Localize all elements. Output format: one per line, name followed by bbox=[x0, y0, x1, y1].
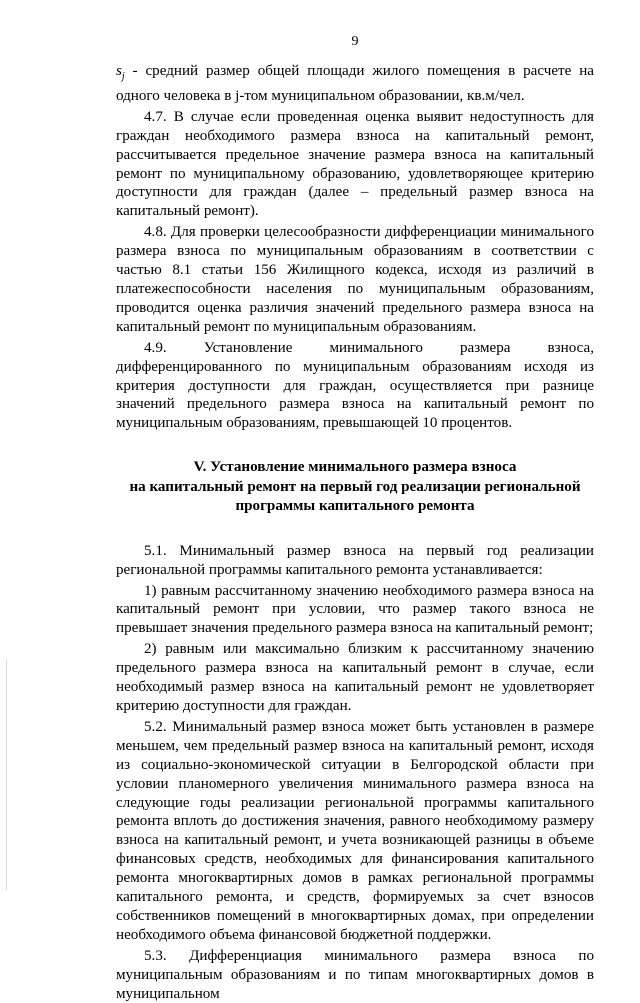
paragraph-4-8: 4.8. Для проверки целесообразности дифференциации минимального размера взноса по муниципальным образованиям в соответствии с частью 8.1 статьи 156 Жилищного кодекса, исходя из различий в платежеспособности населения по муниципальным образованиям, проводится оценка различия значений предельного размера взноса на капитальный ремонт по муниципальным образованиям. bbox=[116, 224, 594, 335]
paragraph-4-7: 4.7. В случае если проведенная оценка выявит недоступность для граждан необходимого размера взноса на капитальный ремонт, рассчитывается предельное значение размера взноса на капитальный ремонт по муниципальному образованию, удовлетворяющее критерию доступности для граждан (далее – предельный размер взноса на капитальный ремонт). bbox=[116, 108, 594, 220]
paragraph-5-1: 5.1. Минимальный размер взноса на первый год реализации региональной программы капитального ремонта устанавливается: bbox=[116, 542, 594, 578]
intro-paragraph bbox=[116, 62, 594, 106]
symbol-s: s bbox=[116, 63, 122, 79]
page-number: 9 bbox=[351, 34, 359, 49]
section-heading-line-2: на капитальный ремонт на первый год реализации региональной bbox=[129, 478, 581, 495]
paragraph-5-1-item-1: 1) равным рассчитанному значению необходимого размера взноса на капитальный ремонт при условии, что размер такого взноса не превышает значения предельного размера взноса на капитальный ремонт; bbox=[116, 582, 594, 637]
section-heading-line-1: V. Установление минимального размера взноса bbox=[193, 459, 517, 476]
symbol-subscript-j: j bbox=[121, 71, 125, 83]
section-heading-line-3: программы капитального ремонта bbox=[235, 498, 475, 515]
paragraph-4-9: 4.9. Установление минимального размера взноса, дифференцированного по муниципальным образованиям исходя из критерия доступности для граждан, осуществляется при разнице значений предельного размера взноса на капитальный ремонт по муниципальным образованиям, превышающей 10 процентов. bbox=[116, 339, 594, 432]
section-heading bbox=[116, 458, 594, 517]
paragraph-5-1-item-2: 2) равным или максимально близким к рассчитанному значению предельного размера взноса на капитальный ремонт в случае, если необходимый размер взноса на капитальный ремонт не удовлетворяет критерию доступности для граждан. bbox=[116, 641, 594, 714]
paragraph-5-2: 5.2. Минимальный размер взноса может быть установлен в размере меньшем, чем предельный размер взноса на капитальный ремонт, исходя из социально-экономической ситуации в Белгородской области при условии планомерного увеличения минимального размера взноса на следующие годы реализации региональной программы капитального ремонта вплоть до достижения значения, равного необходимому размеру взноса на капитальный ремонт, и учета возникающей разницы в объеме финансовых средств, необходимых для финансирования капитального ремонта многоквартирных домов в рамках региональной программы капитального ремонта, и средств, формируемых за счет взносов собственников помещений в многоквартирных домах, при определении необходимого объема финансовой бюджетной поддержки. bbox=[116, 718, 594, 943]
scan-margin-line bbox=[6, 660, 7, 890]
paragraph-5-3: 5.3. Дифференциация минимального размера взноса по муниципальным образованиям и по типам многоквартирных домов в муниципальном bbox=[116, 947, 594, 1002]
intro-text: - средний размер общей площади жилого помещения в расчете на одного человека в j-том муниципальном образовании, кв.м/чел. bbox=[116, 63, 594, 104]
